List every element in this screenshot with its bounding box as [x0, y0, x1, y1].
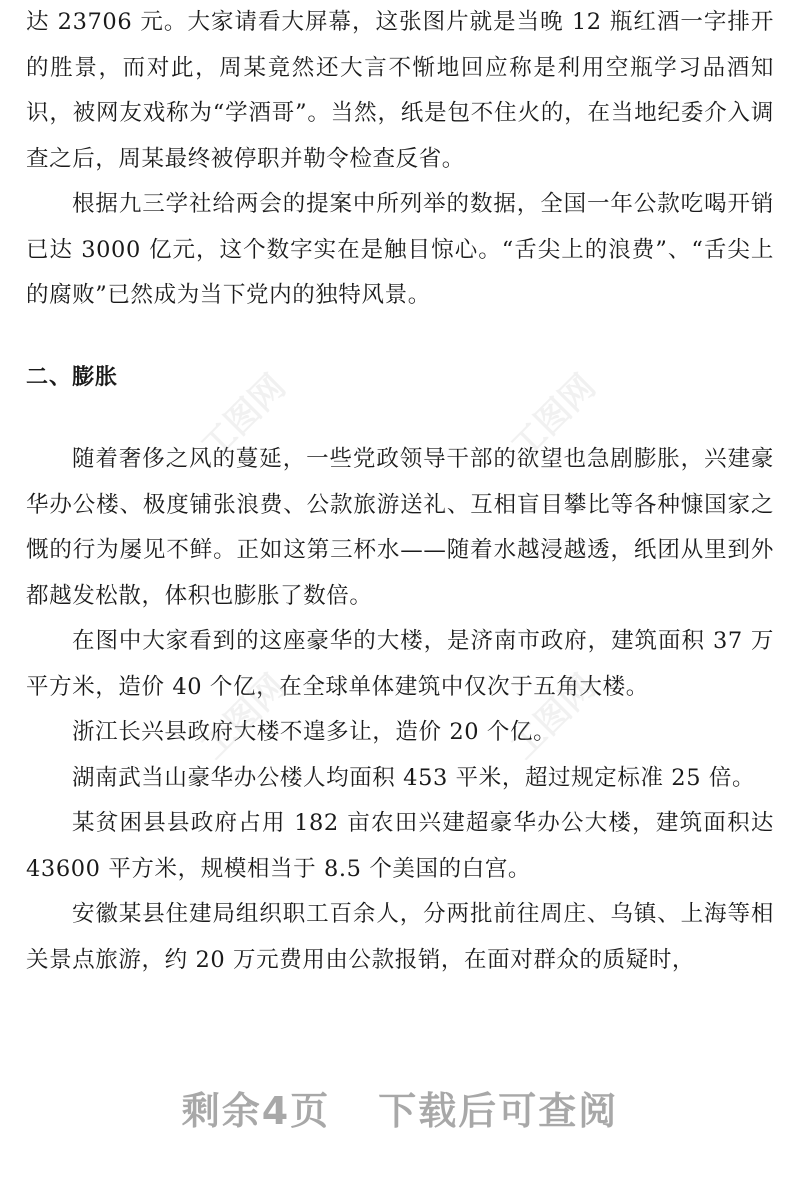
section-heading: 二、膨胀: [26, 365, 119, 390]
remaining-pages-text: 剩余4页: [181, 1089, 331, 1133]
paragraph: 随着奢侈之风的蔓延，一些党政领导干部的欲望也急剧膨胀，兴建豪华办公楼、极度铺张浪费、公款旅游送礼、互相盲目攀比等各种慷国家之慨的行为屡见不鲜。正如这第三杯水——随着水越浸越透，纸团从里到外都越发松散，体积也膨胀了数倍。: [26, 446, 774, 609]
paragraph: 安徽某县住建局组织职工百余人，分两批前往周庄、乌镇、上海等相关景点旅游，约 20 万元费用由公款报销，在面对群众的质疑时，: [26, 901, 774, 973]
paragraph: 浙江长兴县政府大楼不遑多让，造价 20 个亿。: [72, 719, 557, 745]
paragraph: 湖南武当山豪华办公楼人均面积 453 平米，超过规定标准 25 倍。: [72, 764, 756, 791]
text-block-bottom: [26, 437, 774, 983]
watermark: 工图网: [193, 366, 294, 468]
paragraph: 根据九三学社给两会的提案中所列举的数据，全国一年公款吃喝开销已达 3000 亿元，这个数字实在是触目惊心。“舌尖上的浪费”、“舌尖上的腐败”已然成为当下党内的独特风景。: [26, 191, 774, 308]
watermark: 工图网: [503, 366, 604, 468]
paragraph: 某贫困县县政府占用 182 亩农田兴建超豪华办公大楼，建筑面积达 43600 平方米，规模相当于 8.5 个美国的白宫。: [26, 810, 774, 882]
paragraph: 在图中大家看到的这座豪华的大楼，是济南市政府，建筑面积 37 万平方米，造价 40 个亿，在全球单体建筑中仅次于五角大楼。: [26, 628, 774, 700]
watermark: 工图网: [193, 666, 294, 768]
watermark: 工图网: [503, 666, 604, 768]
text-block-top: [26, 0, 774, 319]
paragraph: 达 23706 元。大家请看大屏幕，这张图片就是当晚 12 瓶红酒一字排开的胜景，而对此，周某竟然还大言不惭地回应称是利用空瓶学习品酒知识，被网友戏称为“学酒哥”。当然，纸是包不住火的，在当地纪委介入调查之后，周某最终被停职并勒令检查反省。: [26, 9, 774, 172]
download-banner[interactable]: [0, 1080, 800, 1135]
download-prompt-text: 下载后可查阅: [378, 1089, 619, 1133]
